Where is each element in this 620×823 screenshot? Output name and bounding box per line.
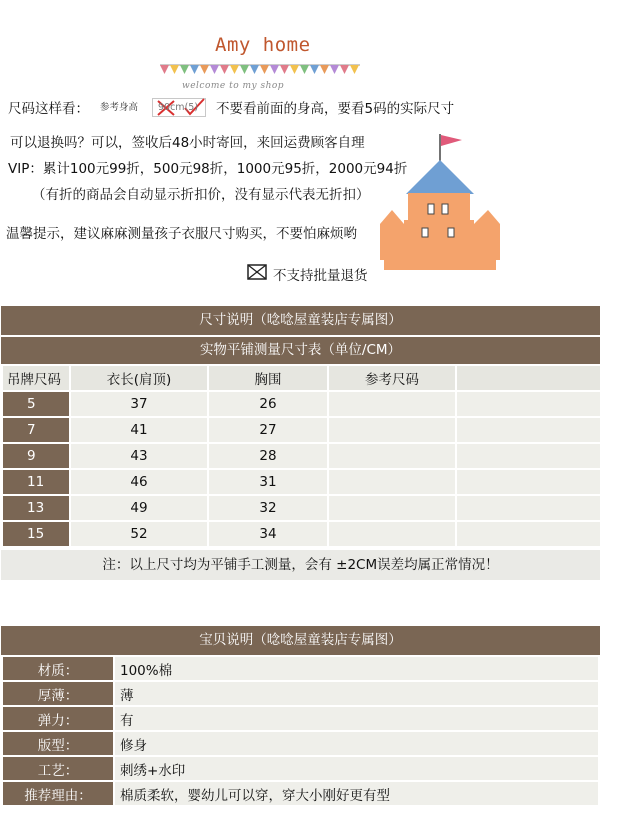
- product-info-table: [1, 655, 600, 807]
- size-section: [1, 306, 600, 580]
- col-header-reference-size: 参考尺码: [328, 365, 456, 391]
- material-value: 100%棉: [114, 656, 599, 681]
- table-row: [2, 417, 601, 443]
- bunting-flag: [280, 65, 289, 74]
- length-cell: 37: [70, 391, 208, 417]
- reference-size-cell: [328, 521, 456, 547]
- discount-note-text: （有折的商品会自动显示折扣价，没有显示代表无折扣）: [32, 187, 370, 203]
- reference-size-cell: [328, 391, 456, 417]
- bunting-flag: [200, 65, 209, 74]
- recommend-value: 棉质柔软，婴幼儿可以穿，穿大小刚好更有型: [114, 781, 599, 806]
- bunting-flag: [290, 65, 299, 74]
- bunting-flag: [350, 65, 359, 74]
- col-header-chest: 胸围: [208, 365, 328, 391]
- blank-cell: [456, 417, 601, 443]
- chest-cell: 31: [208, 469, 328, 495]
- craft-value: 刺绣+水印: [114, 756, 599, 781]
- bunting-flag: [300, 65, 309, 74]
- size-table-header-row: [2, 365, 601, 391]
- shop-tagline: welcome to my shop: [182, 81, 285, 91]
- product-section-title: 宝贝说明（唸唸屋童装店专属图）: [1, 626, 600, 655]
- table-row: [2, 756, 599, 781]
- size-table: [1, 364, 602, 548]
- fit-value: 修身: [114, 731, 599, 756]
- table-row: [2, 495, 601, 521]
- bunting-flag: [330, 65, 339, 74]
- size-guide-prefix: 尺码这样看：: [8, 101, 89, 117]
- length-cell: 41: [70, 417, 208, 443]
- bunting-flag: [320, 65, 329, 74]
- returns-policy-text: 可以退换吗？可以，签收后48小时寄回，来回运费顾客自理: [10, 135, 365, 151]
- chest-cell: 34: [208, 521, 328, 547]
- product-section: [1, 626, 600, 807]
- blank-cell: [456, 469, 601, 495]
- reference-height-value: 90cm(5): [158, 102, 199, 113]
- blank-cell: [456, 521, 601, 547]
- col-header-blank: [456, 365, 601, 391]
- thickness-label: 厚薄：: [2, 681, 114, 706]
- length-cell: 49: [70, 495, 208, 521]
- length-cell: 52: [70, 521, 208, 547]
- reference-height-label: 参考身高: [100, 102, 139, 113]
- blank-cell: [456, 495, 601, 521]
- size-section-title: 尺寸说明（唸唸屋童装店专属图）: [1, 306, 600, 335]
- bunting-flag: [310, 65, 319, 74]
- tag-size-cell: 5: [2, 391, 70, 417]
- reference-size-cell: [328, 443, 456, 469]
- tag-size-cell: 15: [2, 521, 70, 547]
- length-cell: 43: [70, 443, 208, 469]
- bunting-decoration: [160, 63, 360, 79]
- shop-logo-text: Amy home: [215, 34, 311, 56]
- table-row: [2, 521, 601, 547]
- fit-label: 版型：: [2, 731, 114, 756]
- castle-illustration: [378, 132, 504, 278]
- tag-size-cell: 7: [2, 417, 70, 443]
- reference-size-cell: [328, 495, 456, 521]
- no-bulk-return-text: 不支持批量退货: [273, 268, 368, 284]
- tag-size-cell: 11: [2, 469, 70, 495]
- recommend-label: 推荐理由：: [2, 781, 114, 806]
- col-header-length: 衣长(肩顶): [70, 365, 208, 391]
- tag-size-cell: 9: [2, 443, 70, 469]
- elasticity-value: 有: [114, 706, 599, 731]
- table-row: [2, 781, 599, 806]
- size-rule-text: 不要看前面的身高，要看5码的实际尺寸: [216, 101, 455, 117]
- length-cell: 46: [70, 469, 208, 495]
- bunting-flag: [220, 65, 229, 74]
- material-label: 材质：: [2, 656, 114, 681]
- bunting-flag: [180, 65, 189, 74]
- reference-size-cell: [328, 417, 456, 443]
- bunting-flag: [230, 65, 239, 74]
- table-row: [2, 731, 599, 756]
- bunting-flag: [260, 65, 269, 74]
- reference-size-cell: [328, 469, 456, 495]
- table-row: [2, 656, 599, 681]
- chest-cell: 26: [208, 391, 328, 417]
- bunting-flag: [160, 65, 169, 74]
- vip-discount-text: VIP：累计100元99折，500元98折，1000元95折，2000元94折: [8, 161, 408, 177]
- bunting-flag: [210, 65, 219, 74]
- elasticity-label: 弹力：: [2, 706, 114, 731]
- col-header-tag-size: 吊牌尺码: [2, 365, 70, 391]
- chest-cell: 28: [208, 443, 328, 469]
- table-row: [2, 391, 601, 417]
- envelope-icon: [247, 264, 267, 280]
- size-section-subtitle: 实物平铺测量尺寸表（单位/CM）: [1, 335, 600, 364]
- tag-size-cell: 13: [2, 495, 70, 521]
- craft-label: 工艺：: [2, 756, 114, 781]
- table-row: [2, 469, 601, 495]
- thickness-value: 薄: [114, 681, 599, 706]
- bunting-flag: [170, 65, 179, 74]
- blank-cell: [456, 443, 601, 469]
- table-row: [2, 443, 601, 469]
- table-row: [2, 706, 599, 731]
- size-footnote: 注：以上尺寸均为平铺手工测量，会有 ±2CM误差均属正常情况！: [1, 548, 600, 580]
- bunting-flag: [240, 65, 249, 74]
- chest-cell: 32: [208, 495, 328, 521]
- chest-cell: 27: [208, 417, 328, 443]
- blank-cell: [456, 391, 601, 417]
- bunting-flag: [250, 65, 259, 74]
- tip-text: 温馨提示，建议麻麻测量孩子衣服尺寸购买，不要怕麻烦哟: [6, 226, 357, 242]
- bunting-flag: [190, 65, 199, 74]
- table-row: [2, 681, 599, 706]
- bunting-flag: [270, 65, 279, 74]
- bunting-flag: [340, 65, 349, 74]
